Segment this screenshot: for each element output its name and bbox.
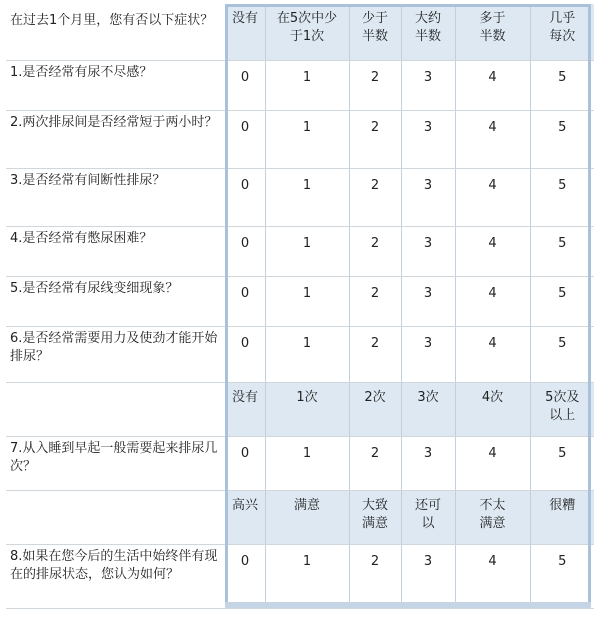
blank-cell <box>6 382 225 436</box>
question-text: 3.是否经常有间断性排尿？ <box>6 168 225 226</box>
option-none: 没有 <box>225 382 265 436</box>
score-cell[interactable]: 0 <box>225 436 265 490</box>
question-row <box>6 110 594 168</box>
option-happy: 高兴 <box>225 490 265 544</box>
score-cell[interactable]: 1 <box>265 276 349 326</box>
option-mostly-satisfied: 大致满意 <box>349 490 401 544</box>
score-cell[interactable]: 4 <box>455 60 530 110</box>
option-3-times: 3次 <box>401 382 455 436</box>
option-terrible: 很糟 <box>530 490 594 544</box>
score-cell[interactable]: 1 <box>265 60 349 110</box>
score-cell[interactable]: 4 <box>455 326 530 382</box>
score-cell[interactable]: 1 <box>265 436 349 490</box>
score-cell[interactable]: 1 <box>265 110 349 168</box>
score-cell[interactable]: 0 <box>225 326 265 382</box>
question-row <box>6 276 594 326</box>
score-cell[interactable]: 5 <box>530 226 594 276</box>
option-1-time: 1次 <box>265 382 349 436</box>
question-row <box>6 544 594 608</box>
score-cell[interactable]: 5 <box>530 436 594 490</box>
score-cell[interactable]: 2 <box>349 326 401 382</box>
score-cell[interactable]: 5 <box>530 168 594 226</box>
score-cell[interactable]: 0 <box>225 276 265 326</box>
question-text: 1.是否经常有尿不尽感？ <box>6 60 225 110</box>
question-text: 5.是否经常有尿线变细现象？ <box>6 276 225 326</box>
score-cell[interactable]: 0 <box>225 544 265 608</box>
score-cell[interactable]: 4 <box>455 276 530 326</box>
score-cell[interactable]: 2 <box>349 226 401 276</box>
option-less-than-half: 少于半数 <box>349 4 401 60</box>
question-row <box>6 168 594 226</box>
question-text: 6.是否经常需要用力及使劲才能开始排尿？ <box>6 326 225 382</box>
score-cell[interactable]: 2 <box>349 436 401 490</box>
score-cell[interactable]: 4 <box>455 544 530 608</box>
score-cell[interactable]: 4 <box>455 226 530 276</box>
option-more-than-half: 多于半数 <box>455 4 530 60</box>
option-2-times: 2次 <box>349 382 401 436</box>
question-row <box>6 60 594 110</box>
score-cell[interactable]: 1 <box>265 544 349 608</box>
score-cell[interactable]: 3 <box>401 276 455 326</box>
option-about-half: 大约半数 <box>401 4 455 60</box>
score-cell[interactable]: 3 <box>401 326 455 382</box>
score-cell[interactable]: 5 <box>530 544 594 608</box>
score-cell[interactable]: 4 <box>455 436 530 490</box>
score-cell[interactable]: 5 <box>530 326 594 382</box>
question-row <box>6 436 594 490</box>
question-text: 4.是否经常有憋尿困难？ <box>6 226 225 276</box>
option-not-very-satisfied: 不太满意 <box>455 490 530 544</box>
score-cell[interactable]: 0 <box>225 168 265 226</box>
score-cell[interactable]: 4 <box>455 110 530 168</box>
option-satisfied: 满意 <box>265 490 349 544</box>
question-row <box>6 326 594 382</box>
score-cell[interactable]: 1 <box>265 326 349 382</box>
score-cell[interactable]: 3 <box>401 544 455 608</box>
question-row <box>6 226 594 276</box>
option-never: 没有 <box>225 4 265 60</box>
score-cell[interactable]: 3 <box>401 110 455 168</box>
score-cell[interactable]: 1 <box>265 226 349 276</box>
score-cell[interactable]: 3 <box>401 226 455 276</box>
score-cell[interactable]: 2 <box>349 110 401 168</box>
score-cell[interactable]: 2 <box>349 60 401 110</box>
score-cell[interactable]: 0 <box>225 110 265 168</box>
option-less-than-1-in-5: 在5次中少于1次 <box>265 4 349 60</box>
satisfaction-header-row <box>6 490 594 544</box>
score-cell[interactable]: 2 <box>349 544 401 608</box>
score-cell[interactable]: 3 <box>401 436 455 490</box>
frequency-header-row <box>6 382 594 436</box>
score-cell[interactable]: 0 <box>225 226 265 276</box>
option-ok: 还可以 <box>401 490 455 544</box>
score-cell[interactable]: 1 <box>265 168 349 226</box>
question-text: 8.如果在您今后的生活中始终伴有现在的排尿状态，您认为如何？ <box>6 544 225 608</box>
header-question: 在过去1个月里，您有否以下症状？ <box>6 4 225 60</box>
score-cell[interactable]: 0 <box>225 60 265 110</box>
header-row <box>6 4 594 60</box>
question-text: 2.两次排尿间是否经常短于两小时？ <box>6 110 225 168</box>
option-4-times: 4次 <box>455 382 530 436</box>
option-5-or-more: 5次及以上 <box>530 382 594 436</box>
blank-cell <box>6 490 225 544</box>
option-almost-always: 几乎每次 <box>530 4 594 60</box>
score-cell[interactable]: 5 <box>530 276 594 326</box>
score-cell[interactable]: 3 <box>401 168 455 226</box>
score-cell[interactable]: 5 <box>530 60 594 110</box>
score-cell[interactable]: 4 <box>455 168 530 226</box>
question-text: 7.从入睡到早起一般需要起来排尿几次？ <box>6 436 225 490</box>
score-cell[interactable]: 5 <box>530 110 594 168</box>
score-cell[interactable]: 2 <box>349 276 401 326</box>
score-cell[interactable]: 2 <box>349 168 401 226</box>
symptom-score-table <box>6 4 594 609</box>
score-cell[interactable]: 3 <box>401 60 455 110</box>
